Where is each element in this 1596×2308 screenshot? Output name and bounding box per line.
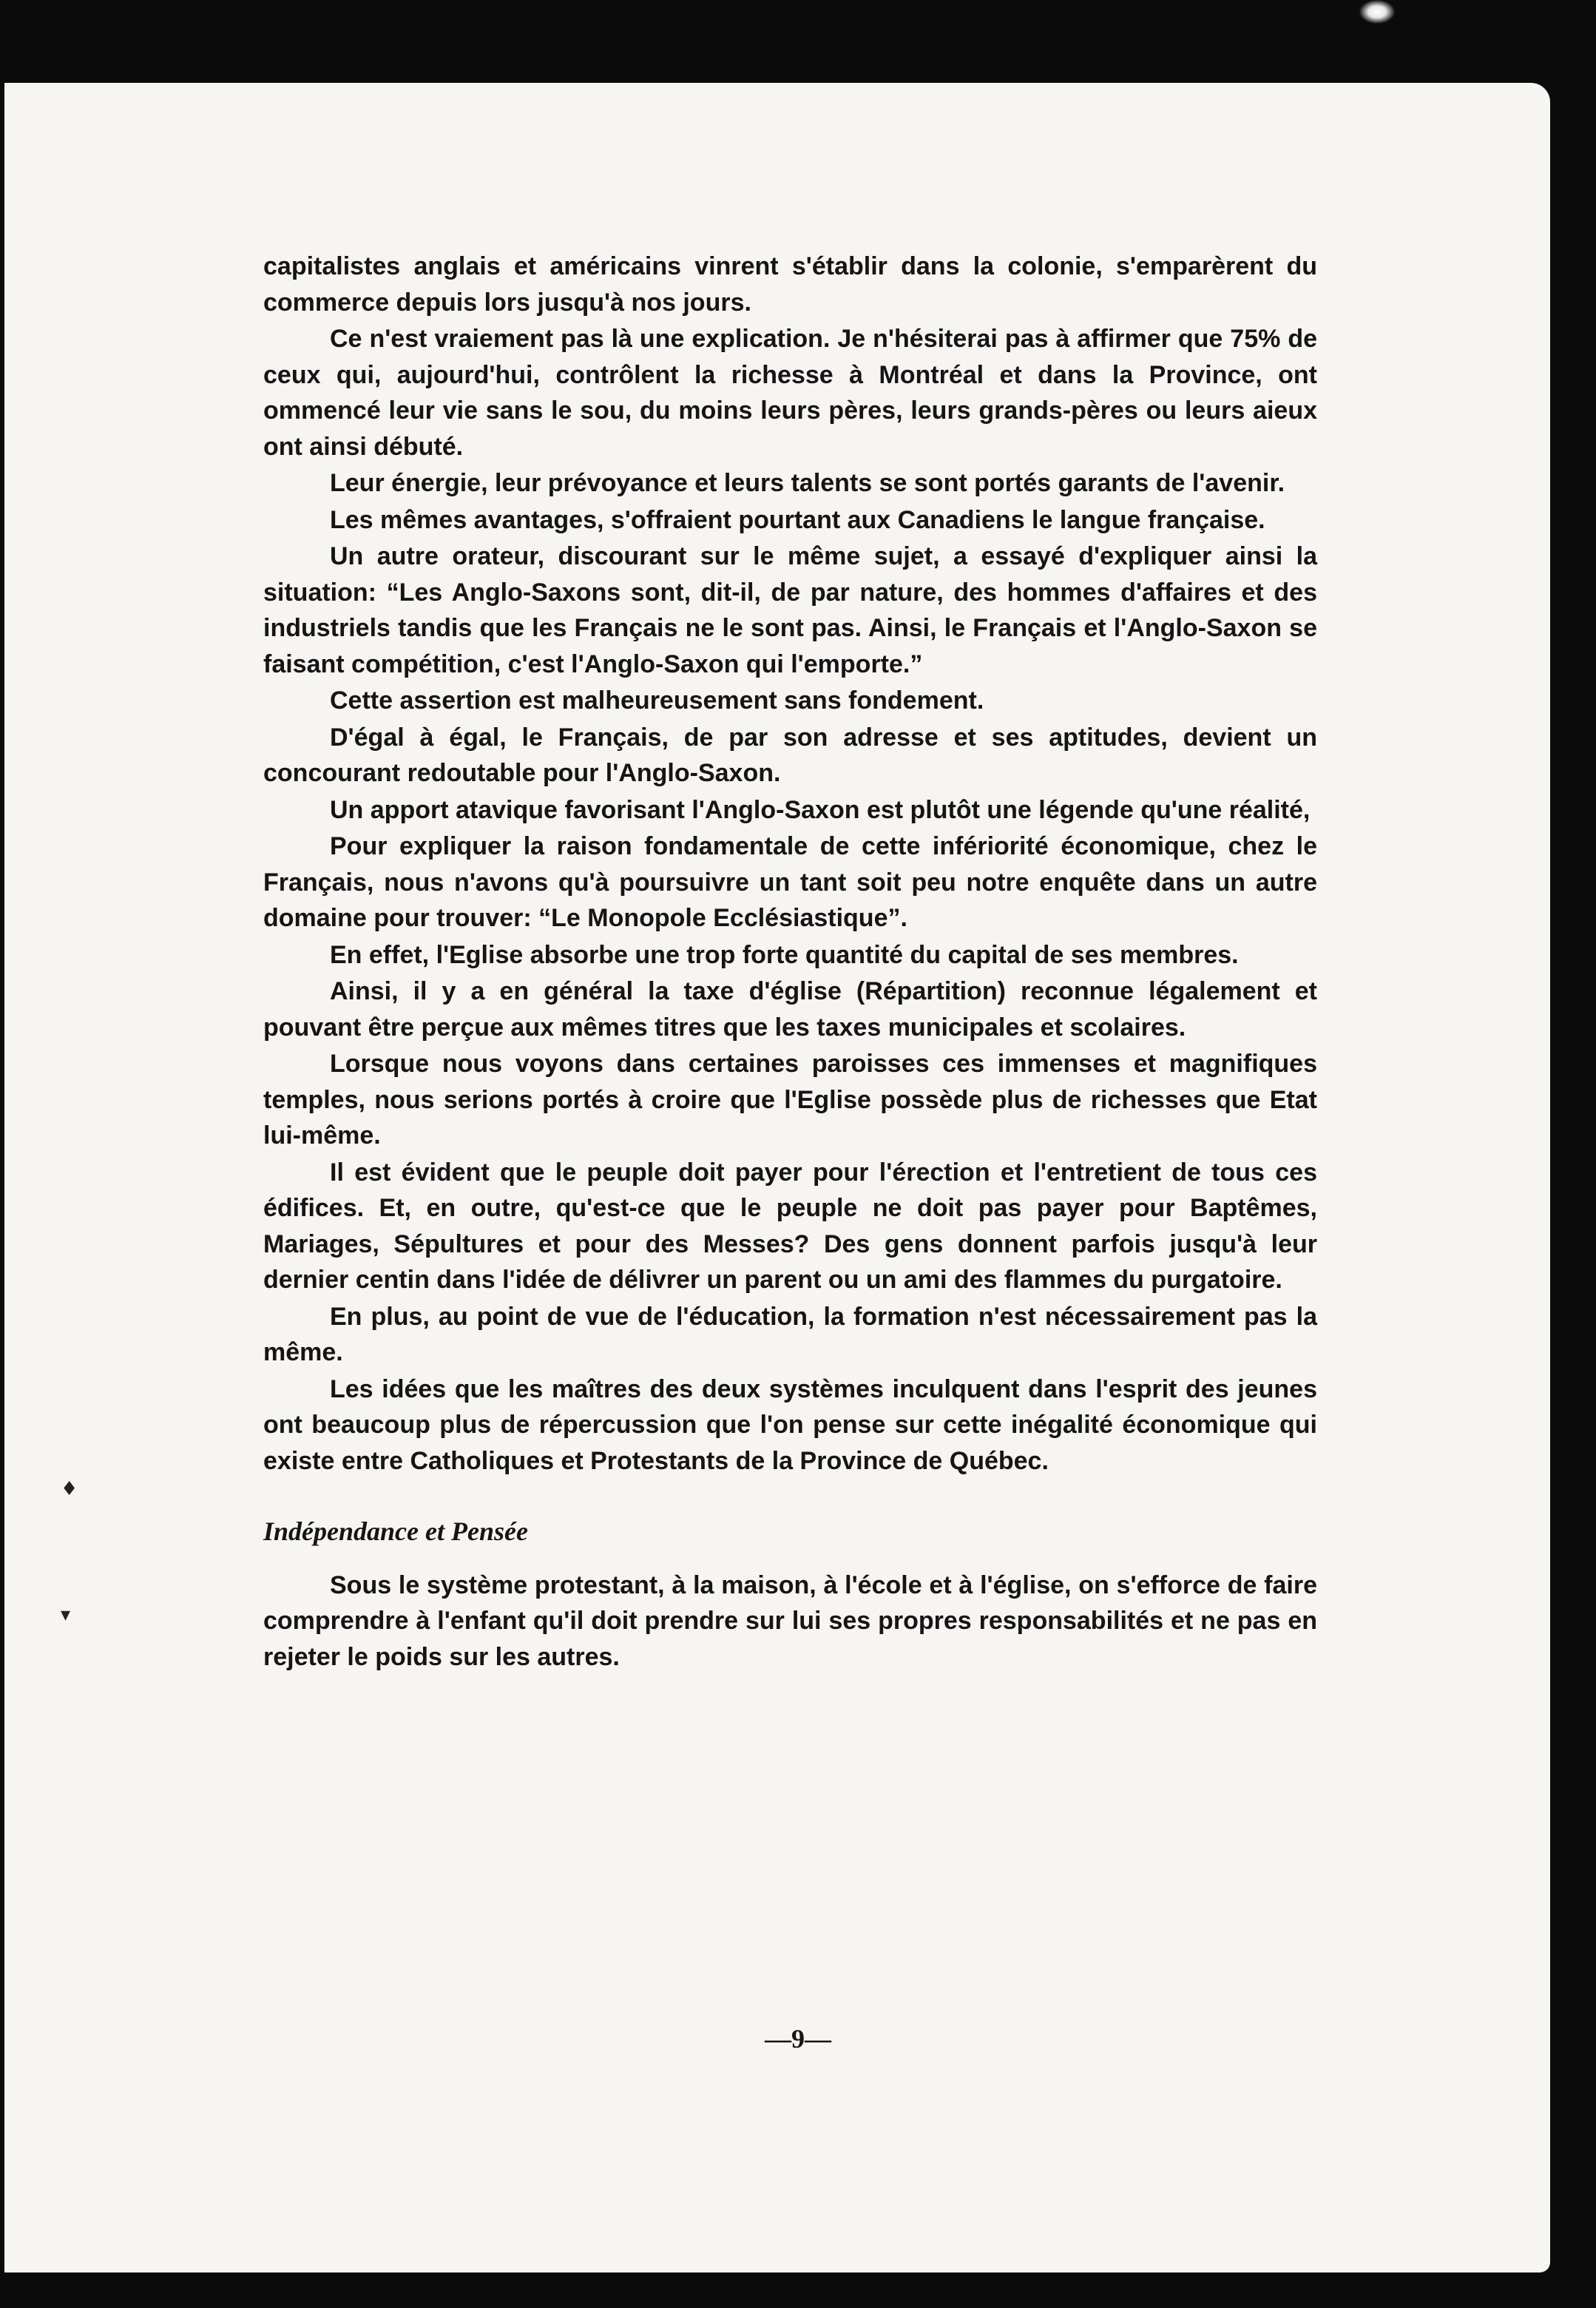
paragraph: capitalistes anglais et américains vinrent s'établir dans la colonie, s'emparèrent du commerce depuis lors jusqu'à nos jours. — [263, 252, 1317, 317]
scan-light-glare — [1359, 0, 1395, 24]
page-number: —9— — [765, 2024, 831, 2054]
section-heading: Indépendance et Pensée — [263, 1516, 528, 1546]
paragraph: Ainsi, il y a en général la taxe d'église (Répartition) reconnue légalement et pouvant être perçue aux mêmes titres que les taxes municipales et scolaires. — [263, 977, 1317, 1042]
paragraph: Il est évident que le peuple doit payer pour l'érection et l'entretient de tous ces édifices. Et, en outre, qu'est-ce que le peuple ne doit pas payer pour Baptêmes, Mariages, Sépultures et pour des Messes? Des gens donnent parfois jusqu'à leur dernier centin dans l'idée de délivrer un parent ou un ami des flammes du purgatoire. — [263, 1158, 1317, 1294]
paragraph: Ce n'est vraiement pas là une explication. Je n'hésiterai pas à affirmer que 75% de ceux qui, aujourd'hui, contrôlent la richesse à Montréal et dans la Province, ont ommencé leur vie sans le sou, du moins leurs pères, leurs grands-pères ou leurs aieux ont ainsi débuté. — [263, 325, 1317, 461]
margin-mark-icon: ▾ — [61, 1604, 71, 1626]
paragraph: Cette assertion est malheureusement sans fondement. — [330, 686, 984, 715]
paragraph: Lorsque nous voyons dans certaines paroisses ces immenses et magnifiques temples, nous serions portés à croire que l'Eglise possède plus de richesses que Etat lui-même. — [263, 1050, 1317, 1150]
paragraph: Les mêmes avantages, s'offraient pourtant aux Canadiens le langue française. — [330, 505, 1265, 534]
paragraph: En effet, l'Eglise absorbe une trop forte quantité du capital de ses membres. — [330, 940, 1239, 969]
paragraph: Pour expliquer la raison fondamentale de cette infériorité économique, chez le Français, nous n'avons qu'à poursuivre un tant soit peu notre enquête dans un autre domaine pour trouver: “Le Monopole Ecclésiastique”. — [263, 832, 1317, 932]
paragraph: Les idées que les maîtres des deux systèmes inculquent dans l'esprit des jeunes ont beaucoup plus de répercussion que l'on pense sur cette inégalité économique qui existe entre Catholiques et Protestants de la Province de Québec. — [263, 1374, 1317, 1475]
paragraph: Sous le système protestant, à la maison, à l'école et à l'église, on s'efforce de faire comprendre à l'enfant qu'il doit prendre sur lui ses propres responsabilités et ne pas en rejeter le poids sur les autres. — [263, 1570, 1317, 1671]
margin-mark-icon: ♦ — [61, 1478, 78, 1500]
document-body — [263, 249, 1317, 1676]
paragraph: Un apport atavique favorisant l'Anglo-Saxon est plutôt une légende qu'une réalité, — [330, 795, 1311, 824]
paragraph: En plus, au point de vue de l'éducation, la formation n'est nécessairement pas la même. — [263, 1302, 1317, 1366]
paragraph: Un autre orateur, discourant sur le même sujet, a essayé d'expliquer ainsi la situation: “Les Anglo-Saxons sont, dit-il, de par nature, des hommes d'affaires et des industriels tandis que les Français ne le sont pas. Ainsi, le Français et l'Anglo-Saxon se faisant compétition, c'est l'Anglo-Saxon qui l'emporte.” — [263, 542, 1317, 678]
paragraph: Leur énergie, leur prévoyance et leurs talents se sont portés garants de l'avenir. — [330, 469, 1285, 497]
paragraph: D'égal à égal, le Français, de par son adresse et ses aptitudes, devient un concourant redoutable pour l'Anglo-Saxon. — [263, 723, 1317, 787]
